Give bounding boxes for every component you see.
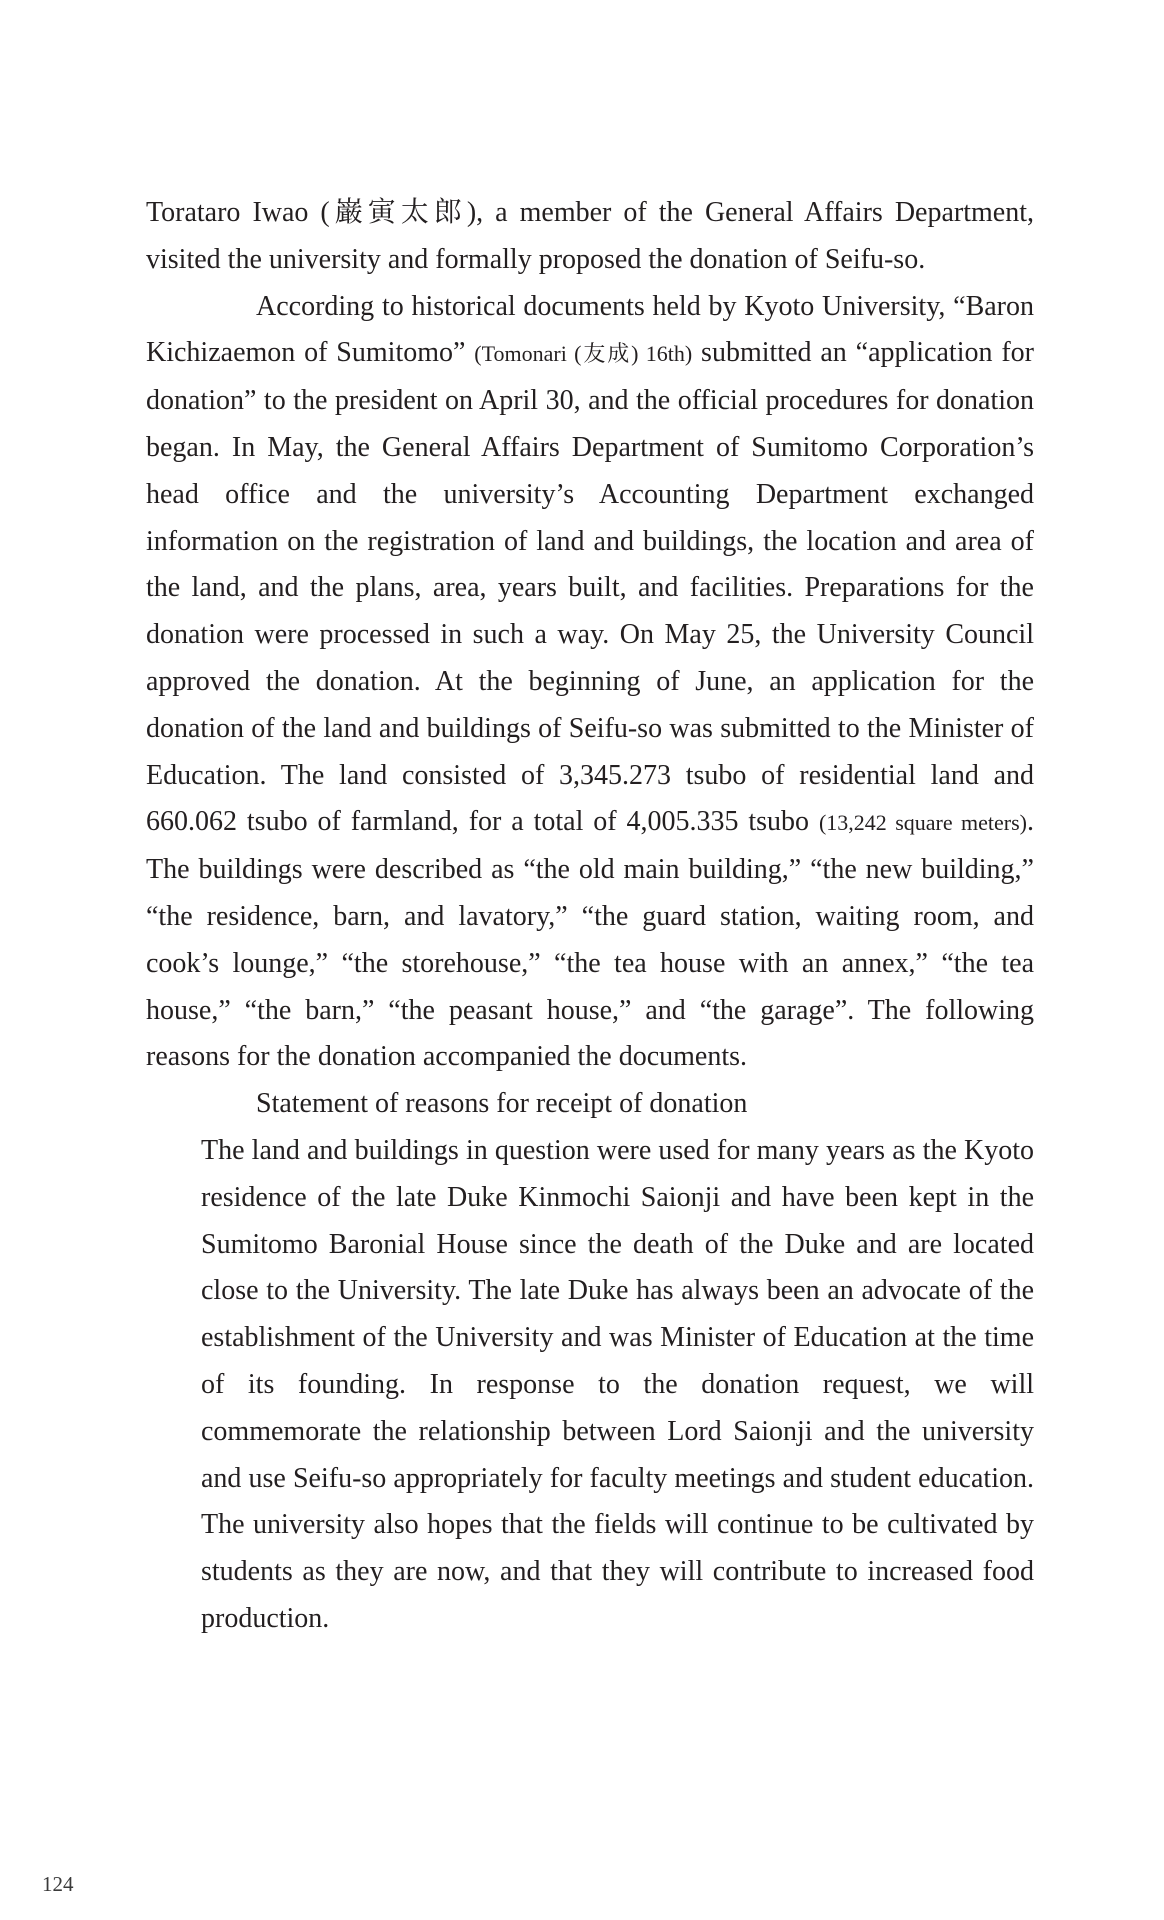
paragraph-text: submitted an “application for donation” to the president on April 30, and the official procedures for donation began. In May, the General Affairs Department of Sumitomo Corporation’s head office and the university’s Accounting Department exchanged information on the registration of land and buildings, the location and area of the land, and the plans, area, years built, and facilities. Preparations for the donation were processed in such a way. On May 25, the University Council approved the donation. At the beginning of June, an application for the donation of the land and buildings of Seifu-so was submitted to the Minister of Education. The land consisted of 3,345.273 tsubo of residential land and 660.062 tsubo of farmland, for a total of 4,005.335 tsubo	[146, 337, 1034, 838]
body-text	[146, 190, 1034, 1643]
paragraph-text: According to historical documents held by Kyoto University, “Baron Kichizaemon of Sumitomo”	[146, 290, 1034, 369]
paragraph-note: (13,242 square meters)	[818, 810, 1027, 836]
page-number: 124	[42, 1872, 74, 1896]
paragraph-intro: Torataro Iwao (巌寅太郎), a member of the General Affairs Department, visited the university and formally proposed the donation of Seifu-so.	[146, 197, 1034, 275]
statement-heading: Statement of reasons for receipt of donation	[256, 1088, 748, 1120]
statement-quote: The land and buildings in question were used for many years as the Kyoto residence of the late Duke Kinmochi Saionji and have been kept in the Sumitomo Baronial House since the death of the Duke and are located close to the University. The late Duke has always been an advocate of the establishment of the University and was Minister of Education at the time of its founding. In response to the donation request, we will commemorate the relationship between Lord Saionji and the university and use Seifu-so appropriately for faculty meetings and student education. The university also hopes that the fields will continue to be cultivated by students as they are now, and that they will contribute to increased food production.	[201, 1134, 1034, 1634]
paragraph-donation-procedure	[146, 284, 1034, 1082]
paragraph-note: (Tomonari (友成) 16th)	[474, 341, 693, 367]
paragraph-text: . The buildings were described as “the old main building,” “the new building,” “the residence, barn, and lavatory,” “the guard station, waiting room, and cook’s lounge,” “the storehouse,” “the tea house with an annex,” “the tea house,” “the barn,” “the peasant house,” and “the garage”. The following reasons for the donation accompanied the documents.	[146, 806, 1034, 1073]
